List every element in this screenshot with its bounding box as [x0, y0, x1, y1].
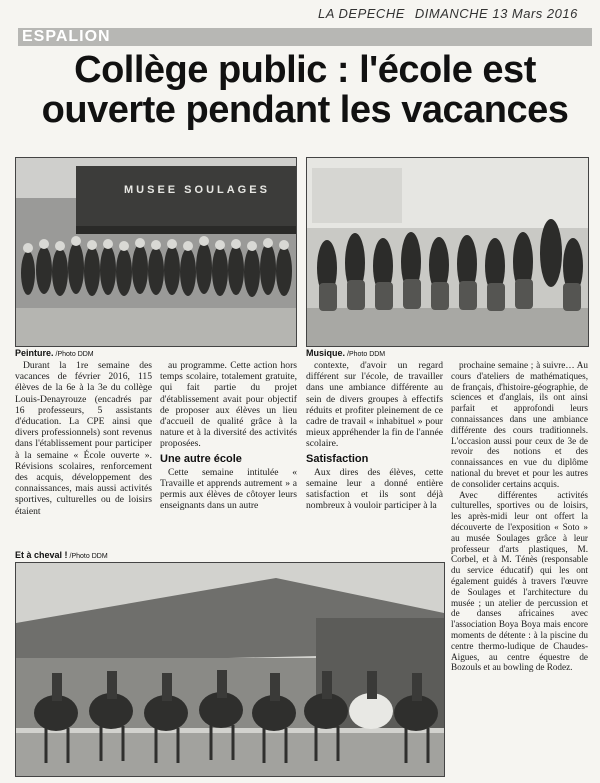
newspaper-masthead [318, 6, 588, 28]
paragraph: au programme. Cette action hors temps scolaire, totalement gratuite, qui fait partie du projet d'établissement avait pour objectif de proposer aux élèves un lieu d'accueil de qualité grâce à la nature et à la diversité des activités proposées. [160, 360, 297, 450]
photo-musique [306, 157, 589, 347]
section-label: ESPALION [22, 28, 111, 45]
publication-date: DIMANCHE 13 Mars 2016 [414, 6, 578, 21]
photo-credit: /Photo DDM [347, 351, 386, 358]
paragraph: prochaine semaine ; à suivre… Au cours d'ateliers de mathématiques, de français, d'histoire-géographie, de sciences et d'anglais, ils ont ainsi parfait et approfondi leurs connaissances dans une ambiance différente des cours traditionnels. L'occasion aussi pour ceux de 3e de revoir des notions et des connaissances en vue du diplôme national du brevet et pour les autres de consolider certains acquis. [451, 360, 588, 489]
photo-cheval [15, 562, 445, 777]
photo-credit: /Photo DDM [55, 351, 94, 358]
caption-cheval: Et à cheval ! /Photo DDM [15, 550, 108, 560]
paragraph: Aux dires des élèves, cette semaine leur a donné entière satisfaction et ils sont déjà nombreux à vouloir participer à la [306, 466, 443, 512]
newspaper-name: LA DEPECHE [318, 6, 405, 21]
section-bar [18, 28, 592, 46]
subheading: Satisfaction [306, 452, 369, 465]
paragraph: Cette semaine intitulée « Travaille et apprends autrement » a permis aux élèves de côtoyer leurs enseignants dans un autre [160, 466, 297, 512]
article-column-2 [160, 360, 297, 545]
article-column-3 [306, 360, 443, 545]
caption-peinture: Peinture. /Photo DDM [15, 348, 94, 358]
article-column-1 [15, 360, 152, 545]
paragraph: Avec différentes activités culturelles, sportives ou de loisirs, les après-midi leur ont offert la découverte de l'exposition « Soto » au musée Soulages grâce à leur professeur d'arts plastiques, M. Corbel, et à M. Ténès (responsable du service éducatif) qui les ont également guidés à travers l'œuvre de Soulages et l'architecture du musée ; un atelier de percussion et de danses africaines avec l'association Boya Boya mais encore moments de détente : à la piscine du centre thermo-ludique de Chaudes-Aigues, au centre équestre de Bozouls et au bowling de Rodez. [451, 489, 588, 673]
subheading: Une autre école [160, 452, 242, 465]
photo-peinture [15, 157, 297, 347]
paragraph: Durant la 1re semaine des vacances de février 2016, 115 élèves de la 6e à la 3e du collège Louis-Denayrouze (encadrés par 16 professeurs, 5 assistants d'éducation. La CPE ainsi que divers professionnels) sont revenus dans l'établissement pour participer à la semaine « École ouverte ». Révisions scolaires, renforcement des acquis, développement des connaissances, mais aussi activités sportives, culturelles ou de loisirs étaient [15, 360, 152, 517]
headline: Collège public : l'école est ouverte pendant les vacances [41, 49, 569, 131]
article-column-4 [451, 360, 588, 775]
caption-musique: Musique. /Photo DDM [306, 348, 386, 358]
museum-sign: MUSEE SOULAGES [124, 184, 270, 196]
paragraph: contexte, d'avoir un regard différent sur l'école, de travailler dans une ambiance différente au sein de divers groupes à effectifs réduits et profiter pleinement de ce cadre de travail « inhabituel » pour mieux appréhender la fin de l'année scolaire. [306, 360, 443, 450]
photo-credit: /Photo DDM [69, 553, 108, 560]
